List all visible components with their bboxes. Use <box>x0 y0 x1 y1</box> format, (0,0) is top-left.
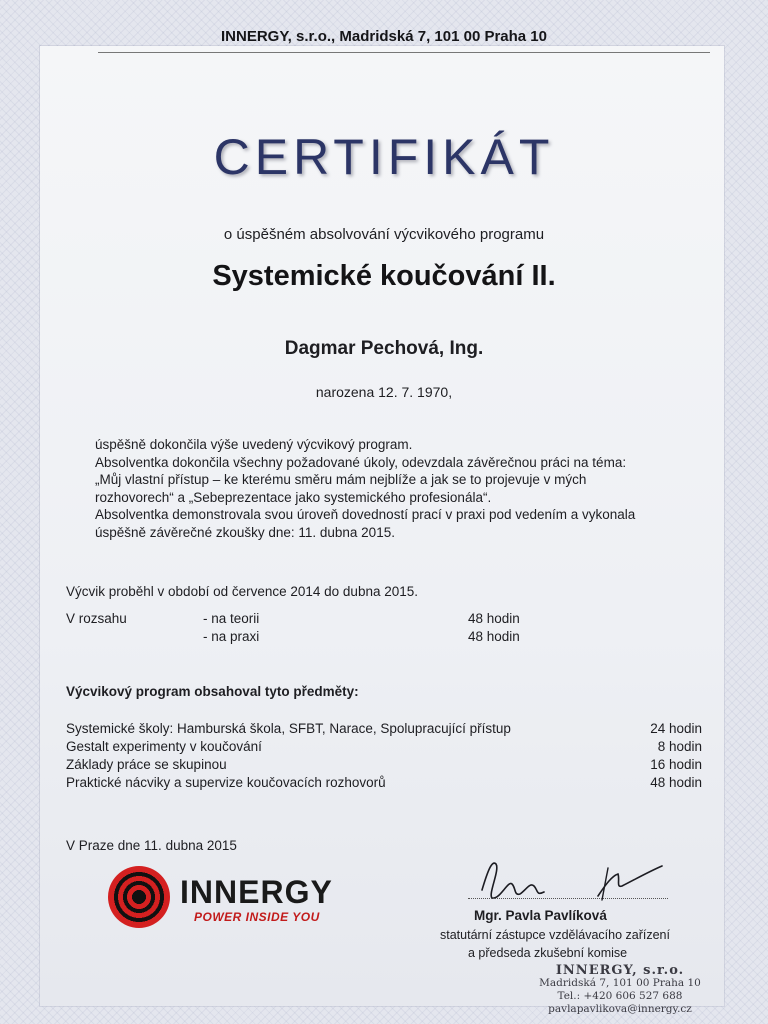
body-line: úspěšně závěrečné zkoušky dne: 11. dubna 2015. <box>95 524 395 540</box>
stamp-line: Tel.: +420 606 527 688 <box>557 990 683 1002</box>
recipient-name: Dagmar Pechová, Ing. <box>284 338 484 359</box>
subject-row <box>66 775 702 793</box>
subject-name: Gestalt experimenty v koučování <box>66 739 262 754</box>
subject-row <box>66 721 702 739</box>
subject-name: Základy práce se skupinou <box>66 757 227 772</box>
logo-tagline: POWER INSIDE YOU <box>194 910 320 924</box>
body-line: Absolventka demonstrovala svou úroveň dovedností prací v praxi pod vedením a vykonala <box>95 507 636 522</box>
subject-hours: 8 hodin <box>657 739 702 754</box>
header-divider <box>98 52 710 53</box>
program-name: Systemické koučování II. <box>212 260 556 292</box>
signer-name: Mgr. Pavla Pavlíková <box>474 908 607 923</box>
handwritten-signature-icon <box>470 850 690 910</box>
place-date: V Praze dne 11. dubna 2015 <box>66 838 237 853</box>
subject-name: Praktické nácviky a supervize koučovacích rozhovorů <box>66 775 386 790</box>
company-stamp <box>530 964 710 1016</box>
certificate-subtitle: o úspěšném absolvování výcvikového programu <box>223 226 545 243</box>
body-line: „Můj vlastní přístup – ke kterému směru mám nejblíže a jak se to projevuje v mých <box>95 472 587 487</box>
certificate-title: CERTIFIKÁT <box>213 129 555 185</box>
recipient-birth: narozena 12. 7. 1970, <box>315 384 453 400</box>
subject-name: Systemické školy: Hamburská škola, SFBT, Narace, Spolupracující přístup <box>66 721 511 736</box>
header-address: INNERGY, s.r.o., Madridská 7, 101 00 Praha 10 <box>221 28 547 45</box>
theory-label: - na teorii <box>203 611 260 626</box>
subject-hours: 16 hodin <box>650 757 702 772</box>
innergy-logo <box>108 866 368 926</box>
logo-wordmark: INNERGY <box>180 874 333 910</box>
stamp-line: Madridská 7, 101 00 Praha 10 <box>539 977 701 989</box>
practice-label: - na praxi <box>203 629 260 644</box>
practice-hours: 48 hodin <box>468 629 520 644</box>
stamp-line: INNERGY, s.r.o. <box>555 963 685 978</box>
body-line: úspěšně dokončila výše uvedený výcvikový program. <box>95 437 413 452</box>
scope-label: V rozsahu <box>66 611 127 626</box>
signature-line <box>468 898 668 899</box>
subjects-title: Výcvikový program obsahoval tyto předměty: <box>66 684 359 699</box>
training-period: Výcvik proběhl v období od července 2014 do dubna 2015. <box>66 584 419 599</box>
theory-hours: 48 hodin <box>468 611 520 626</box>
subject-hours: 24 hodin <box>650 721 702 736</box>
stamp-line: pavlapavlikova@innergy.cz <box>548 1003 692 1015</box>
signer-role: a předseda zkušební komise <box>468 946 628 960</box>
signer-role: statutární zástupce vzdělávacího zařízení <box>440 928 670 942</box>
certificate-body <box>95 436 715 541</box>
subject-row <box>66 739 702 757</box>
subject-hours: 48 hodin <box>650 775 702 790</box>
body-line: rozhovorech“ a „Sebeprezentace jako systemického profesionála“. <box>95 489 492 505</box>
body-line: Absolventka dokončila všechny požadované úkoly, odevzdala závěrečnou práci na téma: <box>95 454 627 470</box>
spiral-logo-icon <box>108 866 170 928</box>
subject-row <box>66 757 702 775</box>
